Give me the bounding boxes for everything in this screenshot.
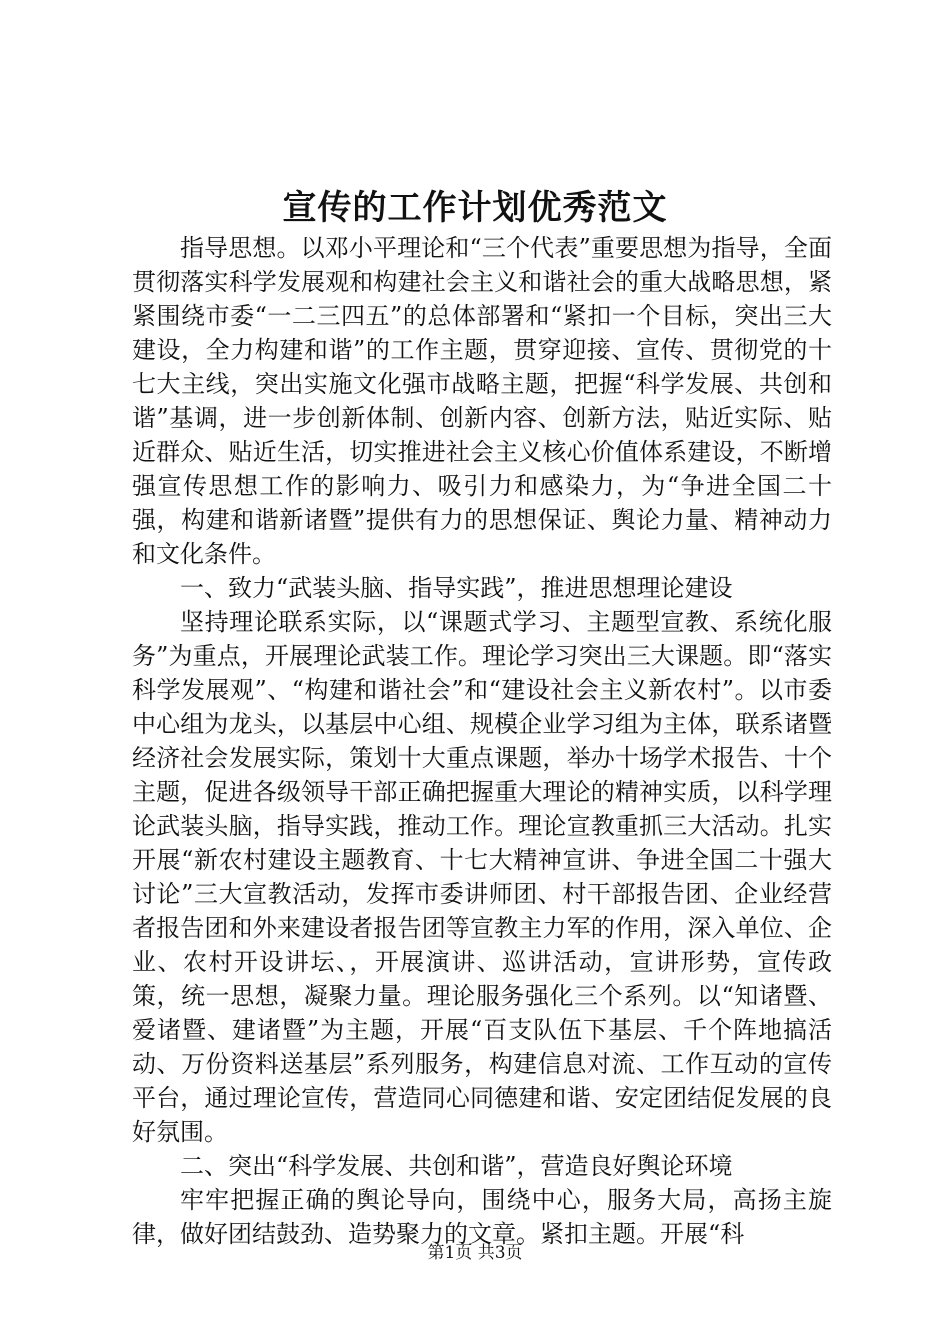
document-body	[132, 231, 832, 1251]
paragraph-theory-building: 坚持理论联系实际，以“课题式学习、主题型宣教、系统化服务”为重点，开展理论武装工作。理论学习突出三大课题。即“落实科学发展观”、“构建和谐社会”和“建设社会主义新农村”。以市委中心组为龙头，以基层中心组、规模企业学习组为主体，联系诸暨经济社会发展实际，策划十大重点课题，举办十场学术报告、十个主题，促进各级领导干部正确把握重大理论的精神实质，以科学理论武装头脑，指导实践，推动工作。理论宣教重抓三大活动。扎实开展“新农村建设主题教育、十七大精神宣讲、争进全国二十强大讨论”三大宣教活动，发挥市委讲师团、村干部报告团、企业经营者报告团和外来建设者报告团等宣教主力军的作用，深入单位、企业、农村开设讲坛、，开展演讲、巡讲活动，宣讲形势，宣传政策，统一思想，凝聚力量。理论服务强化三个系列。以“知诸暨、爱诸暨、建诸暨”为主题，开展“百支队伍下基层、千个阵地搞活动、万份资料送基层”系列服务，构建信息对流、工作互动的宣传平台，通过理论宣传，营造同心同德建和谐、安定团结促发展的良好氛围。	[132, 608, 832, 1146]
document-title: 宣传的工作计划优秀范文	[282, 188, 668, 228]
paragraph-guiding-ideology: 指导思想。以邓小平理论和“三个代表”重要思想为指导，全面贯彻落实科学发展观和构建社会主义和谐社会的重大战略思想，紧紧围绕市委“一二三四五”的总体部署和“紧扣一个目标，突出三大建设，全力构建和谐”的工作主题，贯穿迎接、宣传、贯彻党的十七大主线，突出实施文化强市战略主题，把握“科学发展、共创和谐”基调，进一步创新体制、创新内容、创新方法，贴近实际、贴近群众、贴近生活，切实推进社会主义核心价值体系建设，不断增强宣传思想工作的影响力、吸引力和感染力，为“争进全国二十强，构建和谐新诸暨”提供有力的思想保证、舆论力量、精神动力和文化条件。	[132, 234, 832, 568]
paragraph-public-opinion: 牢牢把握正确的舆论导向，围绕中心，服务大局，高扬主旋律，做好团结鼓劲、造势聚力的文章。紧扣主题。开展“科	[132, 1186, 832, 1248]
page-footer: 第1页 共3页	[427, 1243, 523, 1263]
section-heading-1: 一、致力“武装头脑、指导实践”，推进思想理论建设	[180, 574, 733, 602]
section-heading-2: 二、突出“科学发展、共创和谐”，营造良好舆论环境	[180, 1152, 733, 1180]
